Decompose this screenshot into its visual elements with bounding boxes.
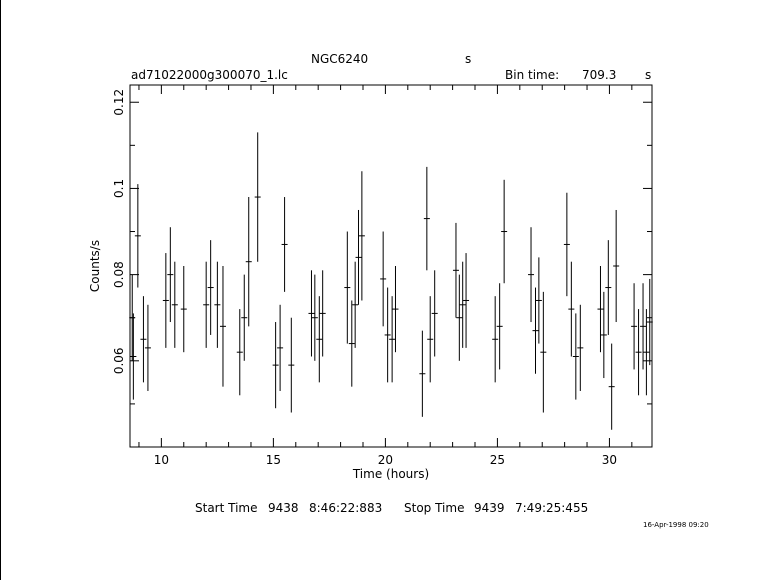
data-point	[597, 266, 603, 352]
data-point	[163, 253, 169, 348]
plot-frame	[130, 85, 652, 447]
data-point	[456, 275, 462, 361]
data-point	[316, 296, 322, 382]
data-point	[609, 344, 615, 430]
data-point	[640, 283, 646, 369]
start-time-label: Start Time	[195, 501, 258, 515]
object-unit: s	[465, 52, 472, 66]
stop-time-label: Stop Time	[404, 501, 465, 515]
y-tick-label: 0.08	[112, 261, 126, 288]
data-point	[492, 296, 498, 382]
data-point	[352, 262, 358, 348]
data-point	[255, 132, 261, 261]
data-point	[453, 223, 459, 318]
data-point	[282, 197, 288, 292]
data-point	[427, 296, 433, 382]
bin-time-label: Bin time:	[505, 68, 560, 82]
data-point	[631, 283, 637, 369]
data-point	[636, 309, 642, 395]
start-time-value: 8:46:22:883	[309, 501, 383, 515]
data-point	[528, 227, 534, 322]
bin-time-unit: s	[645, 68, 652, 82]
y-tick-label: 0.06	[112, 347, 126, 375]
data-point	[501, 180, 507, 283]
x-tick-label: 25	[489, 453, 506, 467]
data-point	[288, 318, 294, 413]
y-tick-label: 0.12	[112, 88, 126, 116]
y-axis-label: Counts/s	[88, 239, 102, 293]
data-point	[208, 240, 214, 335]
data-point	[312, 275, 318, 361]
data-point	[273, 322, 279, 408]
data-points	[129, 132, 653, 429]
data-point	[220, 266, 226, 387]
data-point	[573, 313, 579, 399]
object-name: NGC6240	[311, 52, 369, 66]
data-point	[277, 305, 283, 391]
stop-time-value: 7:49:25:455	[515, 501, 589, 515]
data-point	[385, 288, 391, 383]
data-point	[181, 266, 187, 352]
data-point	[380, 232, 386, 327]
x-tick-label: 30	[601, 453, 618, 467]
data-point	[135, 184, 141, 287]
data-point	[167, 227, 173, 322]
file-name: ad71022000g300070_1.lc	[131, 68, 288, 82]
x-tick-label: 20	[377, 453, 394, 467]
data-point	[568, 262, 574, 357]
data-point	[356, 210, 362, 305]
x-tick-label: 15	[265, 453, 282, 467]
data-point	[601, 292, 607, 378]
axis-ticks	[130, 85, 652, 447]
data-point	[463, 253, 469, 348]
data-point	[540, 292, 546, 413]
x-axis-label: Time (hours)	[352, 467, 430, 481]
data-point	[564, 193, 570, 296]
data-point	[605, 240, 611, 335]
data-point	[203, 262, 209, 348]
data-point	[145, 305, 151, 391]
data-point	[577, 305, 583, 391]
data-point	[419, 331, 425, 417]
x-tick-label: 10	[153, 453, 170, 467]
data-point	[613, 210, 619, 322]
data-point	[308, 270, 314, 356]
data-point	[349, 300, 355, 386]
data-point	[344, 232, 350, 344]
data-point	[130, 313, 136, 399]
x-tick-labels	[154, 453, 617, 467]
bin-time-value: 709.3	[582, 68, 617, 82]
data-point	[460, 262, 466, 348]
plot-timestamp: 16-Apr-1998 09:20	[643, 521, 709, 529]
data-point	[359, 171, 365, 300]
data-point	[424, 167, 430, 270]
data-point	[320, 270, 326, 356]
data-point	[497, 283, 503, 369]
y-tick-label: 0.1	[112, 178, 126, 198]
start-day: 9438	[268, 501, 299, 515]
stop-day: 9439	[474, 501, 505, 515]
data-point	[432, 270, 438, 356]
y-tick-labels	[112, 89, 126, 374]
data-point	[241, 275, 247, 361]
data-point	[246, 197, 252, 326]
data-point	[237, 309, 243, 395]
data-point	[214, 262, 220, 348]
data-point	[140, 296, 146, 382]
